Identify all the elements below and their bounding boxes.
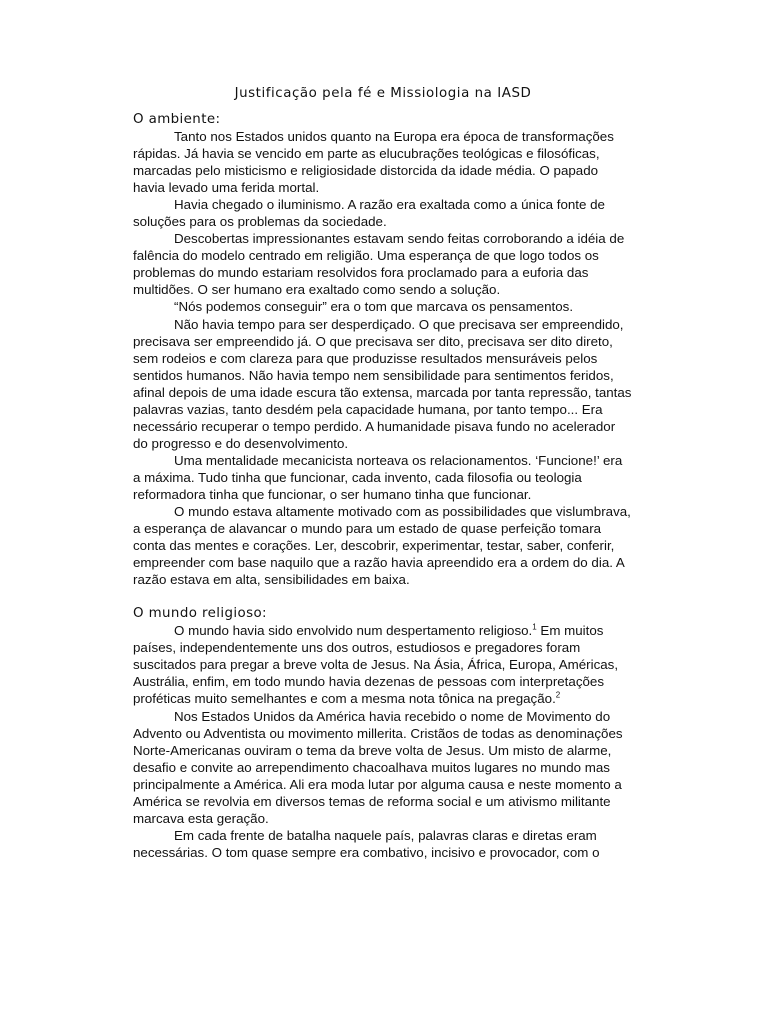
paragraph: Não havia tempo para ser desperdiçado. O que precisava ser empreendido, precisava ser empreendido já. O que precisava ser dito, precisava ser dito direto, sem rodeios e com clareza para que produzisse resultados mensuráveis pelos sentidos humanos. Não havia tempo nem sensibilidade para sentimentos feridos, afinal depois de uma idade escura tão extensa, marcada por tanta repressão, tantas palavras vazias, tanto desdém pela capacidade humana, por tanto tempo... Era necessário recuperar o tempo perdido. A humanidade pisava fundo no acelerador do progresso e do desenvolvimento. <box>133 316 632 451</box>
document-title: Justificação pela fé e Missiologia na IASD <box>234 86 532 101</box>
section-heading: O mundo religioso: <box>133 606 267 622</box>
paragraph-text: Em muitos países, independentemente uns dos outros, estudiosos e pregadores foram suscitados para pregar a breve volta de Jesus. Na Ásia, África, Europa, Américas, Austrália, enfim, em todo mundo havia dezenas de pessoas com interpretações proféticas muito semelhantes e com a mesma nota tônica na pregação. <box>133 623 619 707</box>
document-page <box>133 84 633 861</box>
paragraph: Descobertas impressionantes estavam sendo feitas corroborando a idéia de falência do modelo centrado em religião. Uma esperança de que logo todos os problemas do mundo estariam resolvidos fora proclamado para a euforia das multidões. O ser humano era exaltado como sendo a solução. <box>133 231 625 298</box>
section-heading: O ambiente: <box>133 112 221 127</box>
paragraph: Tanto nos Estados unidos quanto na Europa era época de transformações rápidas. Já havia se vencido em parte as elucubrações teológicas e filosóficas, marcadas pelo misticismo e religiosidade distorcida da idade média. O papado havia levado uma ferida mortal. <box>133 129 614 196</box>
paragraph: Havia chegado o iluminismo. A razão era exaltada como a única fonte de soluções para os problemas da sociedade. <box>133 197 605 230</box>
paragraph <box>133 622 633 707</box>
paragraph: “Nós podemos conseguir” era o tom que marcava os pensamentos. <box>174 299 574 315</box>
paragraph-text: O mundo havia sido envolvido num despertamento religioso. <box>174 623 533 639</box>
section-mundo-religioso <box>133 605 633 861</box>
paragraph: Em cada frente de batalha naquele país, palavras claras e diretas eram necessárias. O tom quase sempre era combativo, incisivo e provocador, com o <box>133 827 600 860</box>
paragraph: Nos Estados Unidos da América havia recebido o nome de Movimento do Advento ou Adventista ou movimento millerita. Cristãos de todas as denominações Norte-Americanas ouviram o tema da breve volta de Jesus. Um misto de alarme, desafio e convite ao arrependimento chacoalhava muitos lugares no mundo mas principalmente a América. Ali era moda lutar por alguma causa e neste momento a América se revolvia em diversos temas de reforma social e um ativismo militante marcava esta geração. <box>133 708 623 826</box>
footnote-ref: 1 <box>532 622 537 632</box>
footnote-ref: 2 <box>555 691 561 701</box>
section-ambiente <box>133 111 633 588</box>
paragraph: O mundo estava altamente motivado com as possibilidades que vislumbrava, a esperança de alavancar o mundo para um estado de quase perfeição tomara conta das mentes e corações. Ler, descobrir, experimentar, testar, saber, conferir, empreender com base naquilo que a razão havia apreendido era a ordem do dia. A razão estava em alta, sensibilidades em baixa. <box>133 504 631 588</box>
paragraph: Uma mentalidade mecanicista norteava os relacionamentos. ‘Funcione!’ era a máxima. Tudo tinha que funcionar, cada invento, cada filosofia ou teologia reformadora tinha que funcionar, o ser humano tinha que funcionar. <box>133 452 623 502</box>
